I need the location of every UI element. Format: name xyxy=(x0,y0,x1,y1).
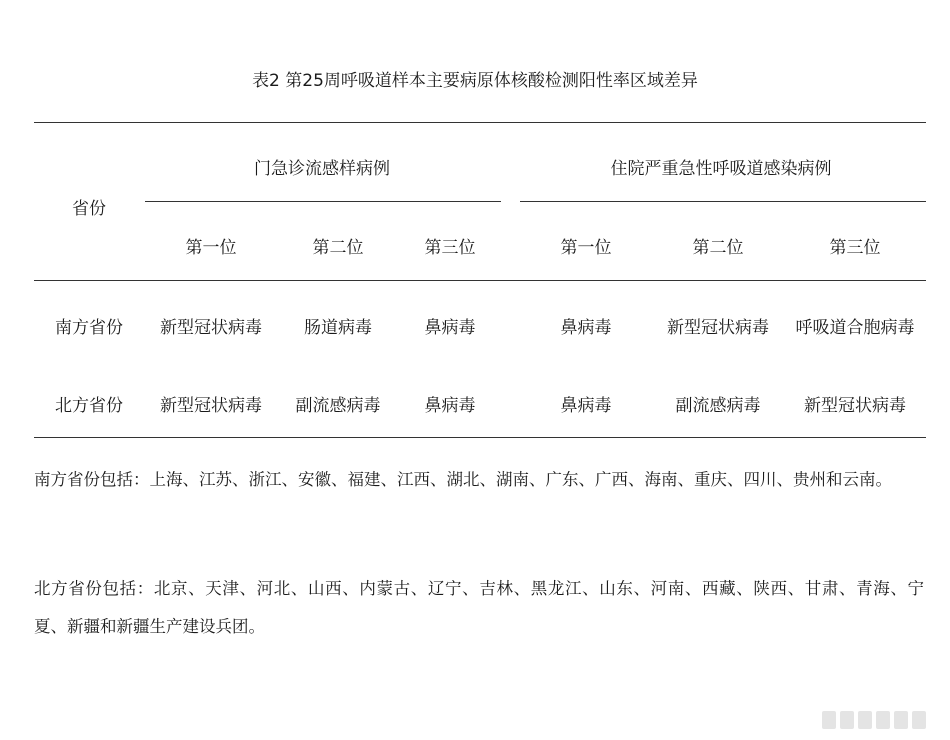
row-region-south: 南方省份 xyxy=(55,318,123,338)
table-cell: 副流感病毒 xyxy=(675,396,761,416)
table-cell: 新型冠状病毒 xyxy=(160,318,262,338)
group-rule-inpatient xyxy=(520,201,926,202)
table-cell: 副流感病毒 xyxy=(295,396,381,416)
rank-header: 第一位 xyxy=(185,238,237,258)
table-top-rule xyxy=(34,122,926,123)
table-bottom-rule xyxy=(34,437,926,438)
table-cell: 鼻病毒 xyxy=(424,396,476,416)
table-title: 表2 第25周呼吸道样本主要病原体核酸检测阳性率区域差异 xyxy=(252,71,698,91)
rank-header: 第二位 xyxy=(692,238,744,258)
rank-header: 第三位 xyxy=(424,238,476,258)
province-header: 省份 xyxy=(72,199,106,219)
rank-header: 第三位 xyxy=(829,238,881,258)
watermark xyxy=(822,711,934,733)
table-cell: 新型冠状病毒 xyxy=(160,396,262,416)
table-cell: 新型冠状病毒 xyxy=(804,396,906,416)
group-header-outpatient: 门急诊流感样病例 xyxy=(254,159,390,179)
row-region-north: 北方省份 xyxy=(55,396,123,416)
rank-header: 第二位 xyxy=(312,238,364,258)
note-south-provinces: 南方省份包括：上海、江苏、浙江、安徽、福建、江西、湖北、湖南、广东、广西、海南、重庆、四川、贵州和云南。 xyxy=(34,470,892,489)
group-header-inpatient: 住院严重急性呼吸道感染病例 xyxy=(610,159,832,179)
group-rule-outpatient xyxy=(145,201,501,202)
table-cell: 鼻病毒 xyxy=(560,396,612,416)
table-cell: 肠道病毒 xyxy=(304,318,372,338)
table-cell: 新型冠状病毒 xyxy=(667,318,769,338)
note-north-provinces: 北方省份包括：北京、天津、河北、山西、内蒙古、辽宁、吉林、黑龙江、山东、河南、西藏、陕西、甘肃、青海、宁夏、新疆和新疆生产建设兵团。 xyxy=(34,579,924,636)
table-cell: 鼻病毒 xyxy=(424,318,476,338)
rank-header: 第一位 xyxy=(560,238,612,258)
table-cell: 鼻病毒 xyxy=(560,318,612,338)
table-header-rule xyxy=(34,280,926,281)
table-cell: 呼吸道合胞病毒 xyxy=(795,318,915,338)
